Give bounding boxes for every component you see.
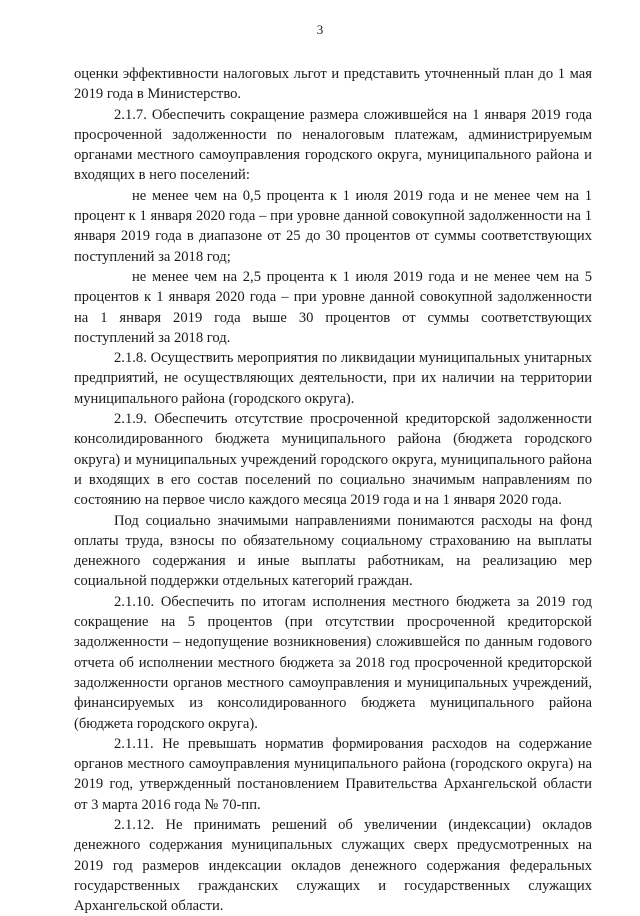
paragraph-2-1-11: 2.1.11. Не превышать норматив формирования расходов на содержание органов местного самоуправления муниципального района (городского округа) на 2019 год, утвержденный постановлением Правительства Архангельской области от 3 марта 2016 года № 70-пп. [74,735,592,813]
paragraph-2-1-8: 2.1.8. Осуществить мероприятия по ликвидации муниципальных унитарных предприятий, не осуществляющих деятельности, при их наличии на территории муниципального района (городского округа). [74,350,592,407]
document-body [74,64,592,916]
paragraph-2-1-12: 2.1.12. Не принимать решений об увеличении (индексации) окладов денежного содержания муниципальных служащих сверх предусмотренных на 2019 год размеров индексации окладов денежного содержания федеральных государственных гражданских служащих и государственных служащих Архангельской области. [74,816,592,915]
paragraph-continuation: оценки эффективности налоговых льгот и представить уточненный план до 1 мая 2019 года в Министерство. [74,66,592,103]
paragraph-2-1-10: 2.1.10. Обеспечить по итогам исполнения местного бюджета за 2019 год сокращение на 5 процентов (при отсутствии просроченной кредиторской задолженности – недопущение возникновения) сложившейся по данным годового отчета об исполнении местного бюджета за 2018 год просроченной кредиторской задолженности органов местного самоуправления и муниципальных учреждений, финансируемых из консолидированного бюджета муниципального района (бюджета городского округа). [74,593,592,732]
paragraph-2-1-9: 2.1.9. Обеспечить отсутствие просроченной кредиторской задолженности консолидированного бюджета муниципального района (бюджета городского округа) и муниципальных учреждений городского округа, муниципального района и входящих в его состав поселений по социально значимым направлениям по состоянию на первое число каждого месяца 2019 года и на 1 января 2020 года. [74,411,592,509]
page-number: 3 [316,22,324,37]
paragraph-2-1-7: 2.1.7. Обеспечить сокращение размера сложившейся на 1 января 2019 года просроченной задолженности по неналоговым платежам, администрируемым органами местного самоуправления городского округа, муниципального района и входящих в него поселений: [74,106,592,184]
paragraph-condition-2: не менее чем на 2,5 процента к 1 июля 2019 года и не менее чем на 5 процентов к 1 января 2020 года – при уровне данной совокупной задолженности на 1 января 2019 года выше 30 процентов от суммы соответствующих поступлений за 2018 год. [74,268,592,346]
paragraph-condition-1: не менее чем на 0,5 процента к 1 июля 2019 года и не менее чем на 1 процент к 1 января 2020 года – при уровне данной совокупной задолженности на 1 января 2019 года в диапазоне от 25 до 30 процентов от суммы соответствующих поступлений за 2018 год; [74,187,592,265]
paragraph-social-directions: Под социально значимыми направлениями понимаются расходы на фонд оплаты труда, взносы по обязательному социальному страхованию на выплаты денежного содержания и иные выплаты работникам, на реализацию мер социальной поддержки отдельных категорий граждан. [74,512,592,590]
